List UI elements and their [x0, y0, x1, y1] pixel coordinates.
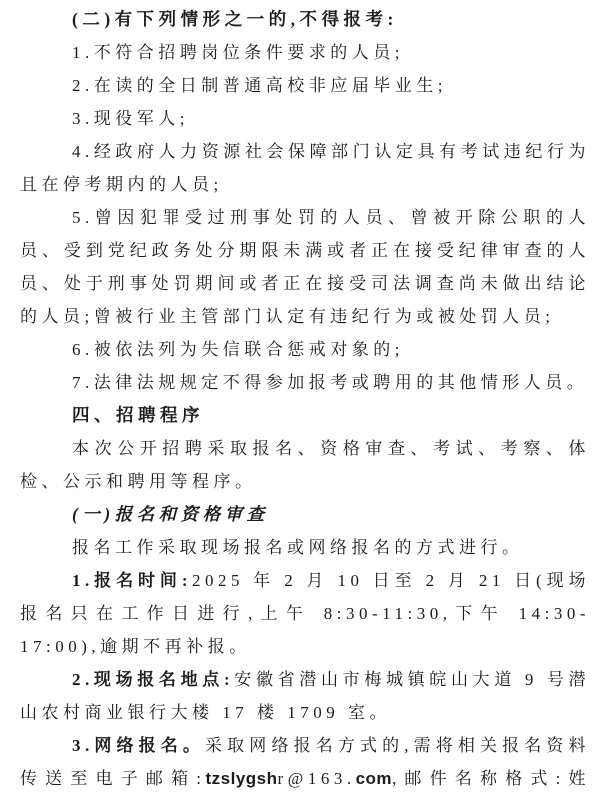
text-run: 3.网络报名。 — [72, 736, 206, 755]
clause-2-heading — [20, 3, 590, 36]
text-run: 1.报名时间: — [72, 571, 192, 590]
text-run: 采取网络报名方式的,需将相关报名资料传送至电子邮箱: — [20, 736, 591, 788]
text-run: 安徽省潜山市梅城镇皖山大道 9 号潜山农村商业银行大楼 17 楼 1709 室。 — [20, 670, 590, 722]
document-body — [20, 3, 590, 795]
registration-location — [20, 663, 590, 729]
text-run: (一)报名和资格审查 — [72, 504, 269, 524]
subsection-1-heading — [20, 498, 590, 531]
text-run: 1.不符合招聘岗位条件要求的人员; — [72, 43, 404, 62]
text-run: 4.经政府人力资源社会保障部门认定具有考试违纪行为且在停考期内的人员; — [20, 142, 590, 194]
ineligible-item-5 — [20, 201, 590, 333]
text-run: 报名工作采取现场报名或网络报名的方式进行。 — [72, 538, 524, 557]
text-run: 5.曾因犯罪受过刑事处罚的人员、曾被开除公职的人员、受到党纪政务处分期限未满或者正在接受纪律审查的人员、处于刑事处罚期间或者正在接受司法调查尚未做出结论的人员;曾被行业主管部门认定有违纪行为或被处罚人员; — [20, 208, 590, 326]
text-run: tzslygsh — [205, 769, 278, 788]
text-run: 2025 年 2 月 10 日至 2 月 21 日(现场报名只在工作日进行,上午 8:30-11:30,下午 14:30-17:00),逾期不再补报。 — [20, 571, 590, 656]
ineligible-item-4 — [20, 135, 590, 201]
text-run: 3.现役军人; — [72, 109, 189, 128]
text-run: com — [355, 769, 393, 788]
registration-time — [20, 564, 590, 663]
registration-method-intro — [20, 531, 590, 564]
ineligible-item-2 — [20, 69, 590, 102]
text-run: r@163. — [277, 769, 356, 788]
section-4-heading — [20, 399, 590, 432]
ineligible-item-3 — [20, 102, 590, 135]
text-run: ,邮件名称格式:姓 — [392, 769, 590, 788]
ineligible-item-1 — [20, 36, 590, 69]
text-run: 6.被依法列为失信联合惩戒对象的; — [72, 340, 404, 359]
procedure-intro — [20, 432, 590, 498]
text-run: 四、招聘程序 — [72, 405, 204, 425]
ineligible-item-7 — [20, 366, 590, 399]
online-registration — [20, 729, 590, 795]
ineligible-item-6 — [20, 333, 590, 366]
text-run: (二)有下列情形之一的,不得报考: — [72, 9, 398, 29]
text-run: 2.现场报名地点: — [72, 670, 235, 689]
text-run: 2.在读的全日制普通高校非应届毕业生; — [72, 76, 447, 95]
text-run: 7.法律法规规定不得参加报考或聘用的其他情形人员。 — [72, 373, 589, 392]
text-run: 本次公开招聘采取报名、资格审查、考试、考察、体检、公示和聘用等程序。 — [20, 439, 590, 491]
